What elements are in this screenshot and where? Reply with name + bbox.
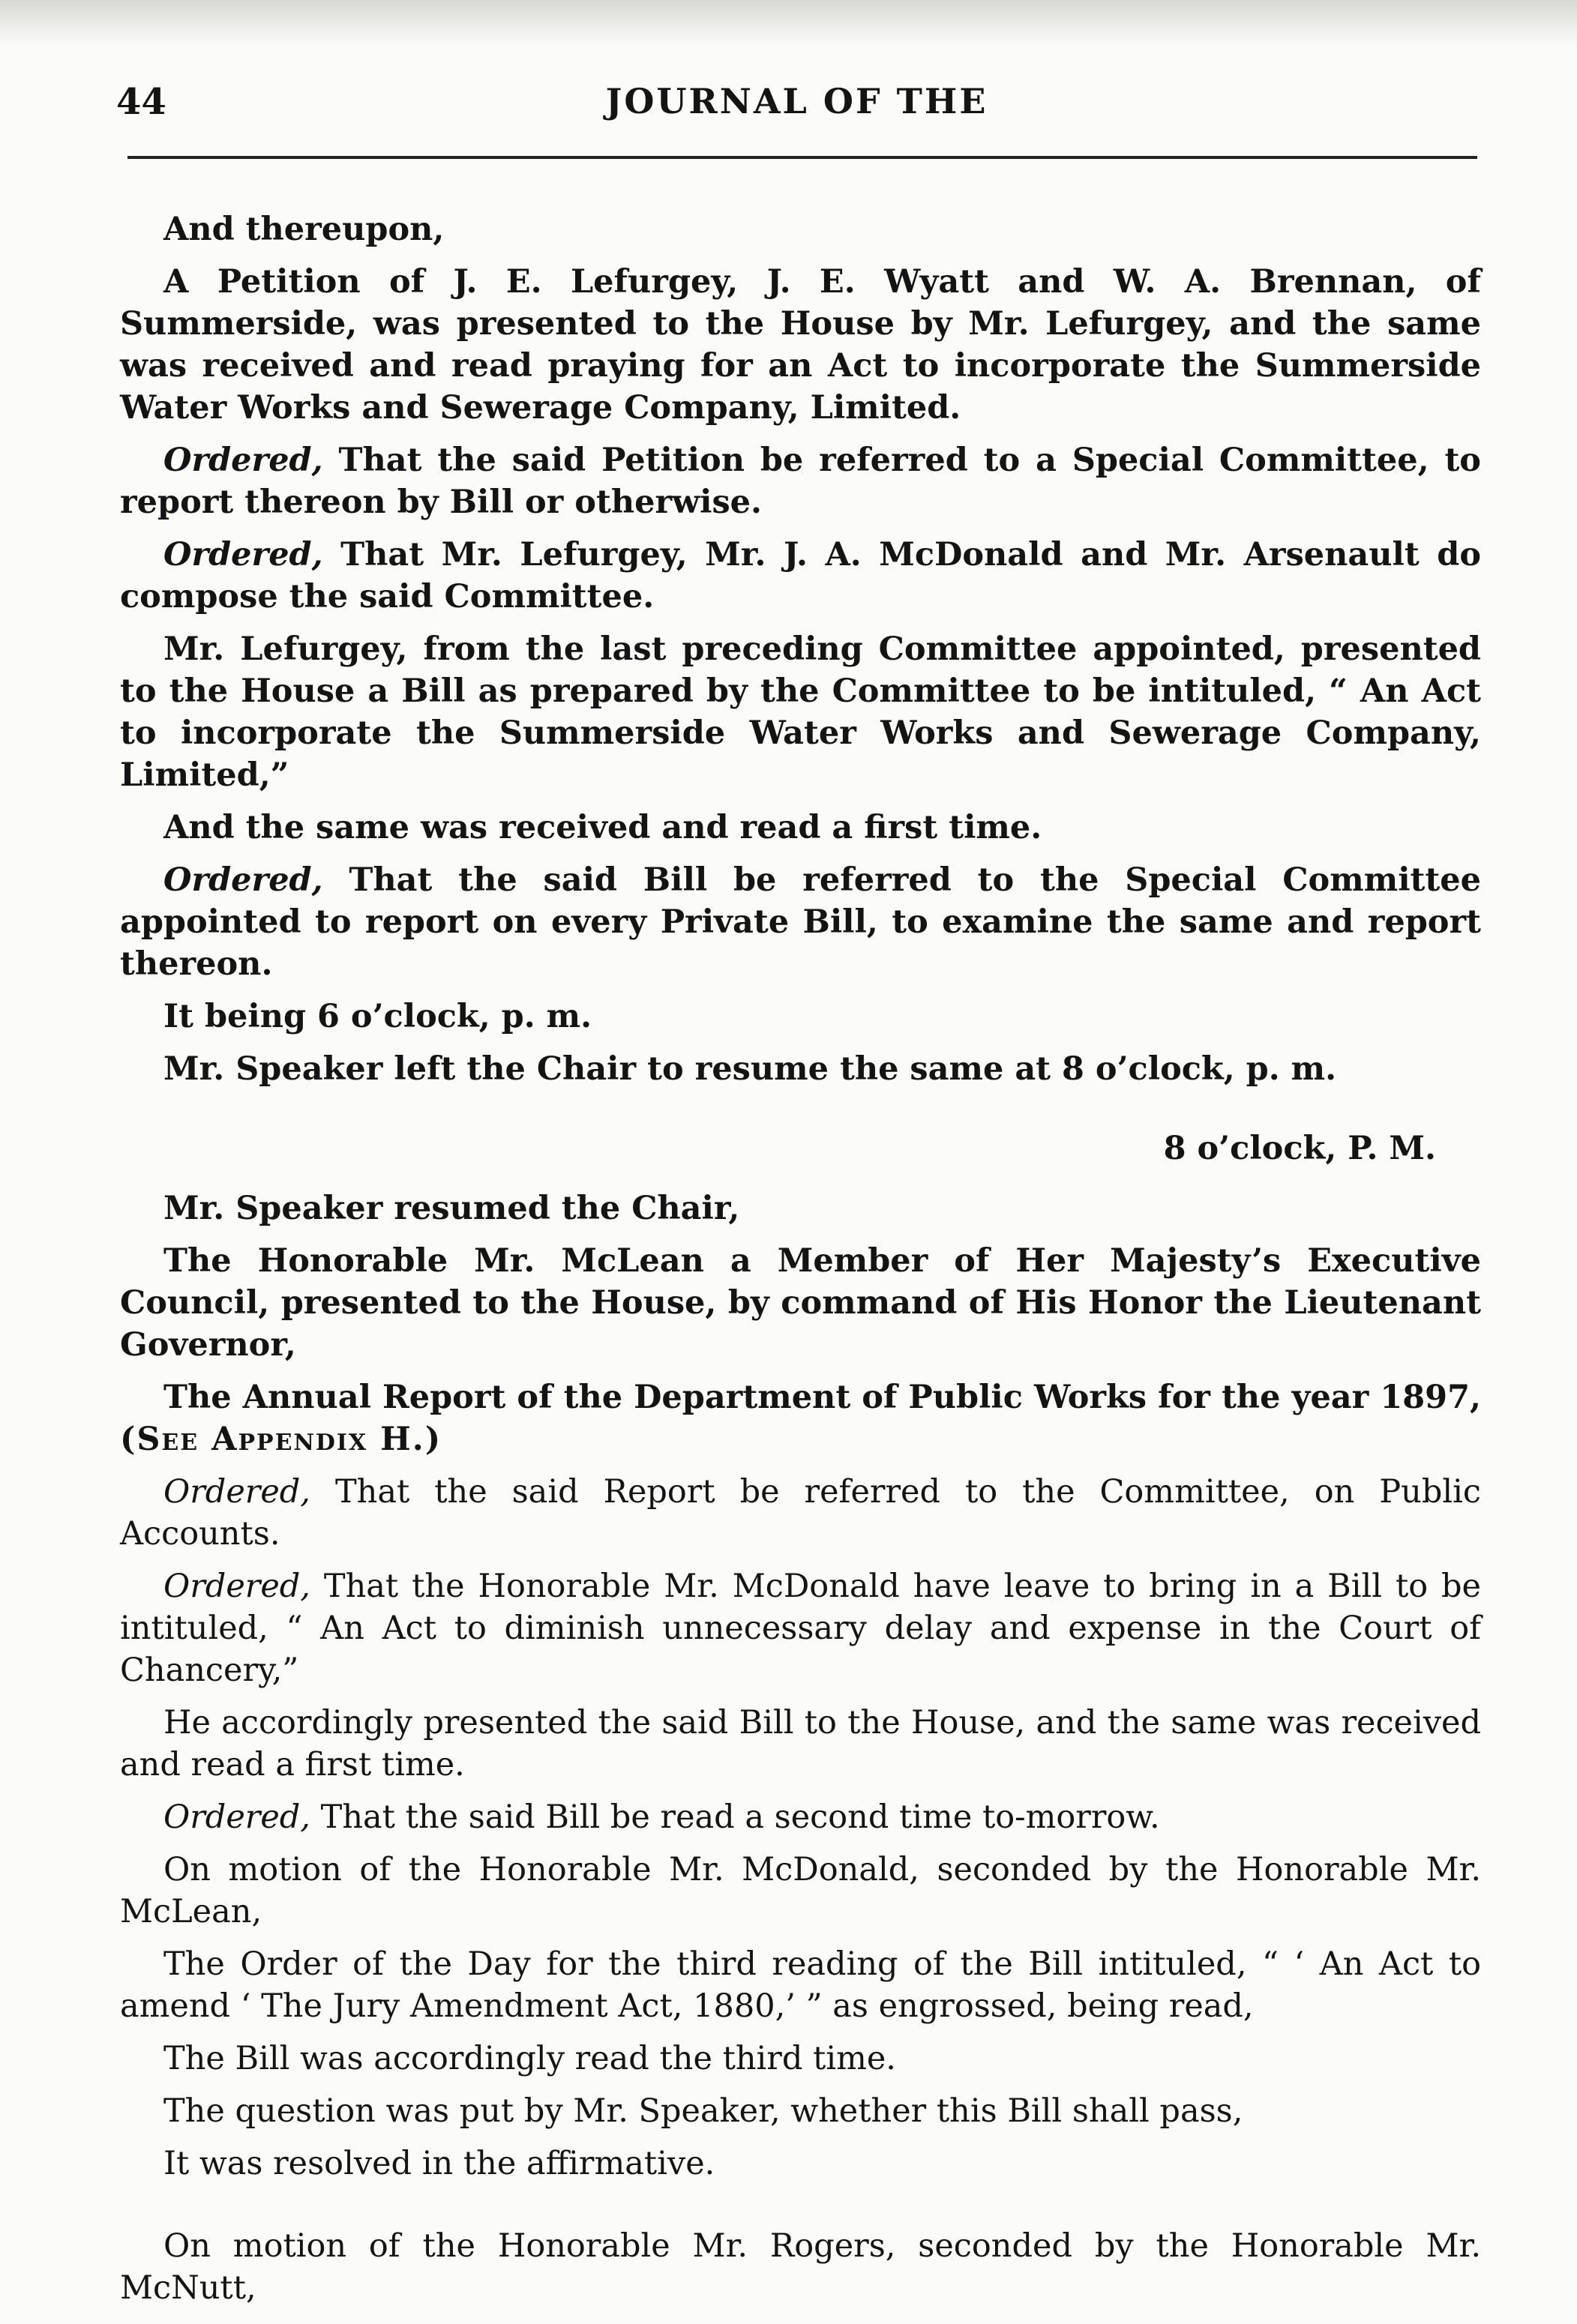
paragraph-mclean-presented [120, 1240, 1481, 1366]
ordered-lead: Ordered, [163, 1568, 310, 1605]
paragraph-text: It being 6 o’clock, p. m. [163, 998, 592, 1035]
ordered-lead: Ordered, [163, 1798, 310, 1836]
paragraph-text: The Order of the Day for the third reading of the Bill intituled, “ ‘ An Act to amend ‘ The Jury Amendment Act, 1880,’ ” as engrossed, being read, [120, 1945, 1481, 2025]
ordered-lead: Ordered, [163, 861, 323, 899]
paragraph-text: Mr. Speaker left the Chair to resume the same at 8 o’clock, p. m. [163, 1050, 1337, 1088]
paragraph-resolved [120, 2143, 1481, 2185]
paragraph-ordered-refer-petition [120, 439, 1481, 523]
ordered-lead: Ordered, [163, 442, 323, 479]
paragraph-text: And thereupon, [163, 211, 445, 248]
paragraph-speaker-resumed [120, 1187, 1481, 1229]
paragraph-annual-report [120, 1376, 1481, 1460]
paragraph-text: That the said Bill be referred to the Special Committee appointed to report on every Private Bill, to examine the same and report thereon. [120, 861, 1481, 983]
paragraph-text: Mr. Speaker resumed the Chair, [163, 1190, 740, 1227]
ordered-lead: Ordered, [163, 1473, 310, 1511]
paragraph-text: That the said Petition be referred to a Special Committee, to report thereon by Bill or otherwise. [120, 442, 1481, 521]
paragraph-text: The Annual Report of the Department of Public Works for the year 1897, [163, 1379, 1481, 1416]
paragraph-text: The Honorable Mr. McLean a Member of Her Majesty’s Executive Council, presented to the House, by command of His Honor the Lieutenant Governor, [120, 1242, 1481, 1364]
appendix-reference: (See Appendix H.) [120, 1421, 442, 1458]
header-rule [127, 156, 1477, 159]
page-edge-shading [0, 0, 1577, 45]
paragraph-bill-presented [120, 628, 1481, 796]
paragraph-six-oclock [120, 996, 1481, 1038]
paragraph-text: On motion of the Honorable Mr. McDonald, seconded by the Honorable Mr. McLean, [120, 1851, 1481, 1930]
paragraph-ordered-chancery-bill [120, 1565, 1481, 1691]
paragraph-ordered-committee [120, 534, 1481, 618]
paragraph-presented-bill [120, 1702, 1481, 1786]
paragraph-text: That Mr. Lefurgey, Mr. J. A. McDonald and Mr. Arsenault do compose the said Committee. [120, 536, 1481, 615]
paragraph-first-reading [120, 807, 1481, 849]
paragraph-text: The question was put by Mr. Speaker, whether this Bill shall pass, [163, 2092, 1243, 2130]
page-number: 44 [116, 81, 166, 123]
paragraph-text: That the said Bill be read a second time to-morrow. [310, 1798, 1160, 1836]
paragraph-text: The Bill was accordingly read the third time. [163, 2040, 896, 2077]
body-text [120, 208, 1481, 2320]
paragraph-text: It was resolved in the affirmative. [163, 2145, 715, 2182]
ordered-lead: Ordered, [163, 536, 323, 574]
paragraph-text: A Petition of J. E. Lefurgey, J. E. Wyatt and W. A. Brennan, of Summerside, was presented to the House by Mr. Lefurgey, and the same was received and read praying for an Act to incorporate the Summerside Water Works and Sewerage Company, Limited. [120, 263, 1481, 427]
paragraph-gap [120, 2195, 1481, 2225]
paragraph-motion-rogers [120, 2225, 1481, 2309]
paragraph-text: That the Honorable Mr. McDonald have leave to bring in a Bill to be intituled, “ An Act to diminish unnecessary delay and expense in the Court of Chancery,” [120, 1568, 1481, 1689]
paragraph-petition [120, 261, 1481, 429]
paragraph-question-put [120, 2090, 1481, 2132]
time-heading: 8 o’clock, P. M. [1163, 1130, 1436, 1167]
paragraph-ordered-second-reading [120, 1796, 1481, 1838]
paragraph-text: And the same was received and read a first time. [163, 809, 1042, 846]
page-header [116, 75, 1477, 135]
paragraph-text: On motion of the Honorable Mr. Rogers, seconded by the Honorable Mr. McNutt, [120, 2227, 1481, 2307]
paragraph-speaker-left [120, 1048, 1481, 1090]
paragraph-ordered-public-accounts [120, 1471, 1481, 1555]
paragraph-text: He accordingly presented the said Bill to the House, and the same was received and read a first time. [120, 1704, 1481, 1783]
paragraph-motion-mcdonald [120, 1849, 1481, 1933]
paragraph-text: Mr. Lefurgey, from the last preceding Committee appointed, presented to the House a Bill as prepared by the Committee to be intituled, “ An Act to incorporate the Summerside Water Works and Sewerage Company, Limited,” [120, 630, 1481, 794]
running-head: JOURNAL OF THE [605, 81, 988, 121]
paragraph-ordered-private-bill [120, 859, 1481, 985]
paragraph-order-of-day [120, 1943, 1481, 2027]
paragraph-third-reading [120, 2038, 1481, 2080]
paragraph-text: That the said Report be referred to the Committee, on Public Accounts. [120, 1473, 1481, 1553]
paragraph-and-thereupon [120, 208, 1481, 250]
